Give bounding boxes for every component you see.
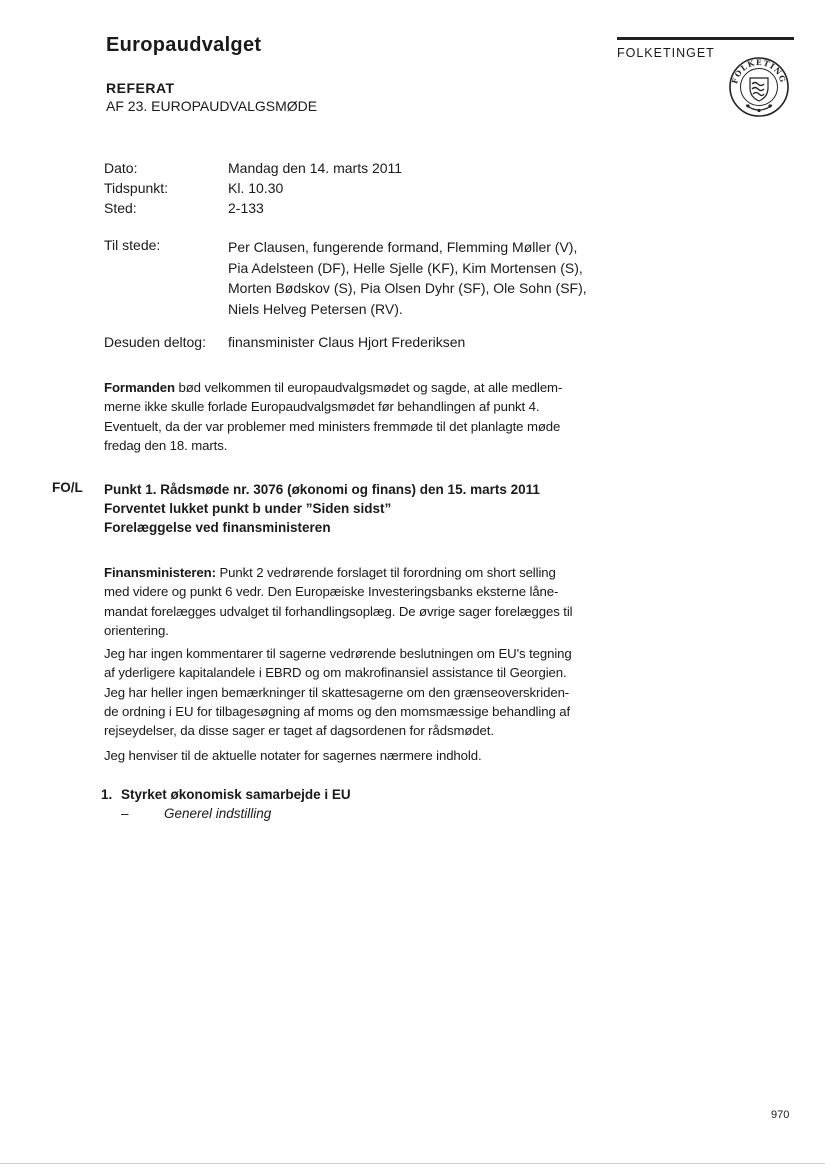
also-present-label: Desuden deltog: xyxy=(104,334,206,350)
brand-rule xyxy=(617,37,794,40)
date-label: Dato: xyxy=(104,160,138,176)
folketinget-seal-icon xyxy=(728,56,790,118)
time-label: Tidspunkt: xyxy=(104,180,169,196)
page-number: 970 xyxy=(771,1109,790,1121)
intro-paragraph xyxy=(104,378,594,455)
list-item-title: Styrket økonomisk samarbejde i EU xyxy=(121,787,351,802)
attendee-line: Pia Adelsteen (DF), Helle Sjelle (KF), Kim Mortensen (S), xyxy=(228,259,583,276)
committee-title: Europaudvalget xyxy=(106,34,262,56)
agenda-line: Forventet lukket punkt b under ”Siden sidst” xyxy=(104,501,392,516)
attendee-line: Niels Helveg Petersen (RV). xyxy=(228,300,403,317)
agenda-line: Forelæggelse ved finansministeren xyxy=(104,520,331,535)
attendee-list xyxy=(228,237,608,319)
agenda-line: Punkt 1. Rådsmøde nr. 3076 (økonomi og finans) den 15. marts 2011 xyxy=(104,482,540,497)
minister-line: med videre og punkt 6 vedr. Den Europæiske Investeringsbanks eksterne låne- xyxy=(104,584,559,600)
intro-line: fredag den 18. marts. xyxy=(104,437,228,453)
speaker-chair: Formanden xyxy=(104,380,175,395)
intro-line: Eventuelt, da der var problemer med ministers fremmøde til det planlagte møde xyxy=(104,418,561,434)
minister-line: Jeg har heller ingen bemærkninger til skattesagerne om den grænseoverskriden- xyxy=(104,684,570,700)
brand-name: FOLKETINGET xyxy=(617,46,715,60)
minister-line: rejseydelser, da disse sager er taget af dagsordenen for rådsmødet. xyxy=(104,723,494,739)
minister-paragraph-2 xyxy=(104,644,594,740)
place-value: 2-133 xyxy=(228,200,264,216)
meeting-number: AF 23. EUROPAUDVALGSMØDE xyxy=(106,98,318,114)
also-present-value: finansminister Claus Hjort Frederiksen xyxy=(228,334,466,350)
present-label: Til stede: xyxy=(104,237,161,253)
agenda-marker: FO/L xyxy=(52,480,83,495)
minister-paragraph-1 xyxy=(104,563,594,640)
minister-line: Jeg har ingen kommentarer til sagerne vedrørende beslutningen om EU's tegning xyxy=(104,646,572,661)
place-label: Sted: xyxy=(104,200,137,216)
minister-line: de ordning i EU for tilbagesøgning af moms og den momsmæssige behandling af xyxy=(104,703,571,719)
minister-paragraph-3: Jeg henviser til de aktuelle notater for sagernes nærmere indhold. xyxy=(104,748,482,763)
minister-line: af yderligere kapitalandele i EBRD og om makrofinansiel assistance til Georgien. xyxy=(104,665,567,681)
list-number: 1. xyxy=(101,787,113,802)
time-value: Kl. 10.30 xyxy=(228,180,284,196)
minister-line: mandat forelægges udvalget til forhandlingsoplæg. De øvrige sager forelægges til xyxy=(104,603,573,619)
scan-edge-divider xyxy=(0,1163,825,1164)
date-value: Mandag den 14. marts 2011 xyxy=(228,160,403,176)
svg-text:FOLKETINGET: FOLKETING xyxy=(730,57,788,85)
list-subitem: Generel indstilling xyxy=(164,806,272,821)
agenda-heading xyxy=(104,480,540,537)
document-type: REFERAT xyxy=(106,80,175,96)
list-dash: – xyxy=(121,806,129,821)
attendee-line: Per Clausen, fungerende formand, Flemming Møller (V), xyxy=(228,239,578,255)
intro-line: merne ikke skulle forlade Europaudvalgsmødet før behandlingen af punkt 4. xyxy=(104,399,540,415)
speaker-minister: Finansministeren: xyxy=(104,565,216,580)
minister-line: Finansministeren: Punkt 2 vedrørende forslaget til forordning om short selling xyxy=(104,565,556,580)
minister-line: orientering. xyxy=(104,622,169,638)
intro-line: Formanden bød velkommen til europaudvalgsmødet og sagde, at alle medlem- xyxy=(104,380,563,395)
attendee-line: Morten Bødskov (S), Pia Olsen Dyhr (SF), Ole Sohn (SF), xyxy=(228,280,587,296)
